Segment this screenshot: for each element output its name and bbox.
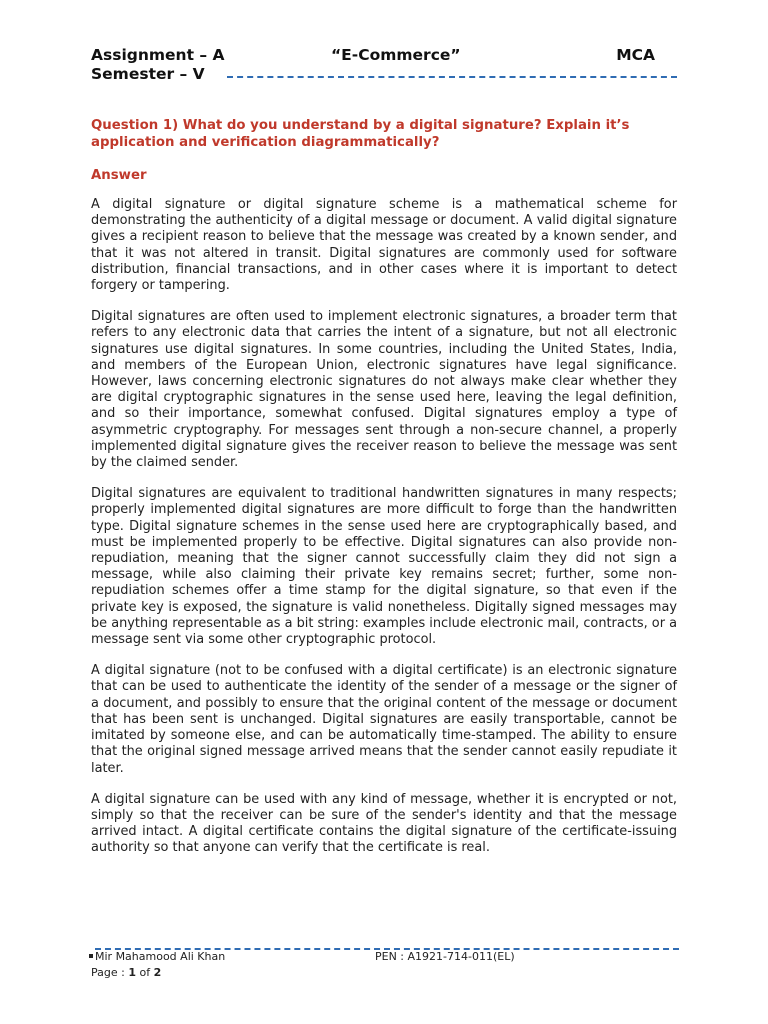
- page-of: of: [136, 966, 154, 979]
- header-semester: Semester – V: [91, 65, 205, 83]
- question-text: Question 1) What do you understand by a digital signature? Explain it’s application and verification diagrammatically?: [91, 118, 630, 150]
- answer-paragraph: Digital signatures are equivalent to traditional handwritten signatures in many respects; properly implemented digital signatures are more difficult to forge than the handwritten type. Digital signature schemes in the sense used here are cryptographically based, and must be implemented properly to be effective. Digital signatures can also provide non-repudiation, meaning that the signer cannot successfully claim they did not sign a message, while also claiming their private key remains secret; further, some non-repudiation schemes offer a time stamp for the digital signature, so that even if the private key is exposed, the signature is valid nonetheless. Digitally signed messages may be anything representable as a bit string: examples include electronic mail, contracts, or a message sent via some other cryptographic protocol.: [91, 486, 677, 648]
- page-total: 2: [153, 966, 162, 979]
- answer-paragraph: Digital signatures are often used to implement electronic signatures, a broader term that refers to any electronic data that carries the intent of a signature, but not all electronic signatures use digital signatures. In some countries, including the United States, India, and members of the European Union, electronic signatures have legal significance. However, laws concerning electronic signatures do not always make clear whether they are digital cryptographic signatures in the sense used here, leaving the legal definition, and so their importance, somewhat confused. Digital signatures employ a type of asymmetric cryptography. For messages sent through a non-secure channel, a properly implemented digital signature gives the receiver reason to believe the message was sent by the claimed sender.: [91, 309, 677, 471]
- header-assignment: Assignment – A: [91, 46, 225, 64]
- page-number: [91, 966, 161, 979]
- answer-paragraph: A digital signature (not to be confused with a digital certificate) is an electronic signature that can be used to authenticate the identity of the sender of a message or the signer of a document, and possibly to ensure that the original content of the message or document that has been sent is unchanged. Digital signatures are easily transportable, cannot be imitated by someone else, and can be automatically time-stamped. The ability to ensure that the original signed message arrived means that the sender cannot easily repudiate it later.: [91, 663, 677, 776]
- answer-heading: Answer: [91, 168, 147, 183]
- header-program: MCA: [616, 46, 655, 64]
- footer-author: Mir Mahamood Ali Khan: [95, 950, 226, 963]
- answer-paragraph: A digital signature or digital signature scheme is a mathematical scheme for demonstrating the authenticity of a digital message or document. A valid digital signature gives a recipient reason to believe that the message was created by a known sender, and that it was not altered in transit. Digital signatures are commonly used for software distribution, financial transactions, and in other cases where it is important to detect forgery or tampering.: [91, 197, 677, 294]
- answer-paragraph: A digital signature can be used with any kind of message, whether it is encrypted or not, simply so that the receiver can be sure of the sender's identity and that the message arrived intact. A digital certificate contains the digital signature of the certificate-issuing authority so that anyone can verify that the certificate is real.: [91, 791, 677, 856]
- header-course: “E-Commerce”: [331, 46, 461, 64]
- footer-pen-number: PEN : A1921-714-011(EL): [375, 950, 515, 963]
- footer-bullet-icon: [89, 954, 93, 958]
- header-divider: [227, 76, 677, 78]
- page-header: [91, 46, 679, 84]
- page-label: Page :: [91, 966, 129, 979]
- page-current: 1: [128, 966, 136, 979]
- answer-body: [91, 197, 677, 872]
